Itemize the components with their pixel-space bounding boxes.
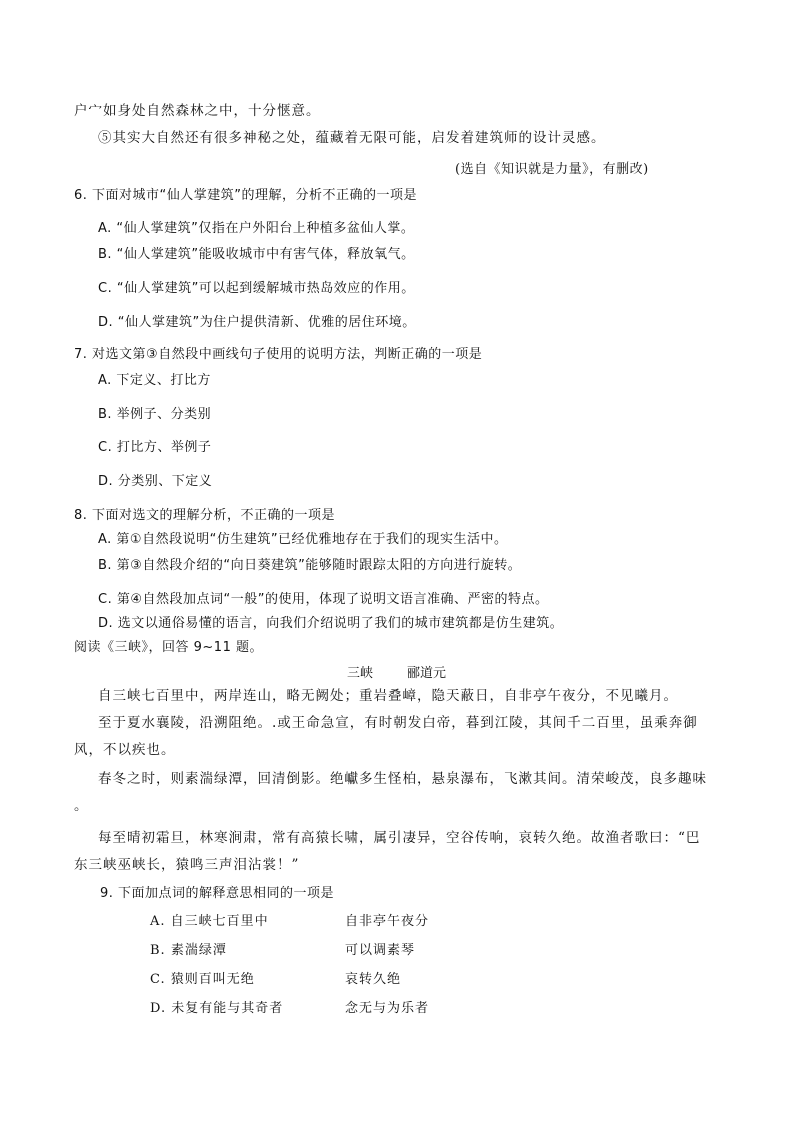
question-7-option-c: C. 打比方、举例子	[98, 440, 212, 455]
question-7-option-b: B. 举例子、分类别	[98, 407, 212, 422]
question-6-option-b: B. “仙人掌建筑”能吸收城市中有害气体，释放氧气。	[98, 247, 415, 262]
question-9-option-d-left: D. 未复有能与其奇者	[150, 1001, 284, 1016]
question-6-stem: 6. 下面对城市“仙人掌建筑”的理解，分析不正确的一项是	[74, 188, 418, 203]
passage-paragraph-5: ⑤其实大自然还有很多神秘之处，蕴藏着无限可能，启发着建筑师的设计灵感。	[98, 130, 606, 146]
sanxia-paragraph-4-line-1: 每至晴初霜旦，林寒涧肃，常有高猿长啸，属引凄异，空谷传响，哀转久绝。故渔者歌曰：“巴	[98, 830, 701, 846]
question-8-option-d: D. 选文以通俗易懂的语言，向我们介绍说明了我们的城市建筑都是仿生建筑。	[98, 616, 564, 631]
question-9-stem: 9. 下面加点词的解释意思相同的一项是	[100, 886, 335, 901]
reading-intro: 阅读《三峡》，回答 9~11 题。	[74, 640, 263, 655]
question-8-option-c: C. 第④自然段加点词“一般”的使用，体现了说明文语言准确、严密的特点。	[98, 592, 549, 607]
question-9-option-a-right: 自非亭午夜分	[345, 914, 430, 929]
sanxia-title-row	[0, 664, 793, 684]
question-8-stem: 8. 下面对选文的理解分析，不正确的一项是	[74, 508, 336, 523]
sanxia-title: 三峡	[346, 666, 373, 681]
question-7-stem: 7. 对选文第③自然段中画线句子使用的说明方法，判断正确的一项是	[74, 347, 483, 362]
sanxia-paragraph-3-line-1: 春冬之时，则素湍绿潭，回清倒影。绝巘多生怪柏，悬泉瀑布，飞漱其间。清荣峻茂，良多趣味	[98, 771, 707, 787]
question-9-option-a-left: A. 自三峡七百里中	[150, 914, 269, 929]
question-9-option-b-right: 可以调素琴	[345, 943, 416, 958]
sanxia-paragraph-1: 自三峡七百里中，两岸连山，略无阙处；重岩叠嶂，隐天蔽日，自非亭午夜分，不见曦月。	[98, 688, 678, 704]
sanxia-paragraph-3-line-2: 。	[74, 798, 89, 814]
question-6-option-c: C. “仙人掌建筑”可以起到缓解城市热岛效应的作用。	[98, 281, 415, 296]
sanxia-paragraph-2-line-1: 至于夏水襄陵，沿溯阻绝。.或王命急宣，有时朝发白帝，暮到江陵，其间千二百里，虽乘奔御	[98, 715, 698, 731]
passage-line: 户宀如身处自然森林之中，十分惬意。	[74, 103, 321, 119]
question-8-option-a: A. 第①自然段说明“仿生建筑”已经优雅地存在于我们的现实生活中。	[98, 532, 508, 547]
sanxia-author: 郦道元	[407, 666, 447, 681]
question-9-option-b-left: B. 素湍绿潭	[150, 943, 227, 958]
question-7-option-d: D. 分类别、下定义	[98, 474, 213, 489]
question-8-option-b: B. 第③自然段介绍的“向日葵建筑”能够随时跟踪太阳的方向进行旋转。	[98, 558, 522, 573]
question-6-option-a: A. “仙人掌建筑”仅指在户外阳台上种植多盆仙人掌。	[98, 221, 415, 236]
question-6-option-d: D. “仙人掌建筑”为住户提供清新、优雅的居住环境。	[98, 315, 416, 330]
sanxia-paragraph-4-line-2: 东三峡巫峡长，猿鸣三声泪沾裳！”	[74, 857, 300, 873]
question-7-option-a: A. 下定义、打比方	[98, 373, 211, 388]
passage-source: (选自《知识就是力量》，有删改)	[455, 162, 649, 177]
question-9-option-c-right: 哀转久绝	[345, 972, 402, 987]
question-9-option-d-right: 念无与为乐者	[345, 1001, 430, 1016]
question-9-option-c-left: C. 猿则百叫无绝	[150, 972, 255, 987]
sanxia-paragraph-2-line-2: 风，不以疾也。	[74, 742, 176, 758]
